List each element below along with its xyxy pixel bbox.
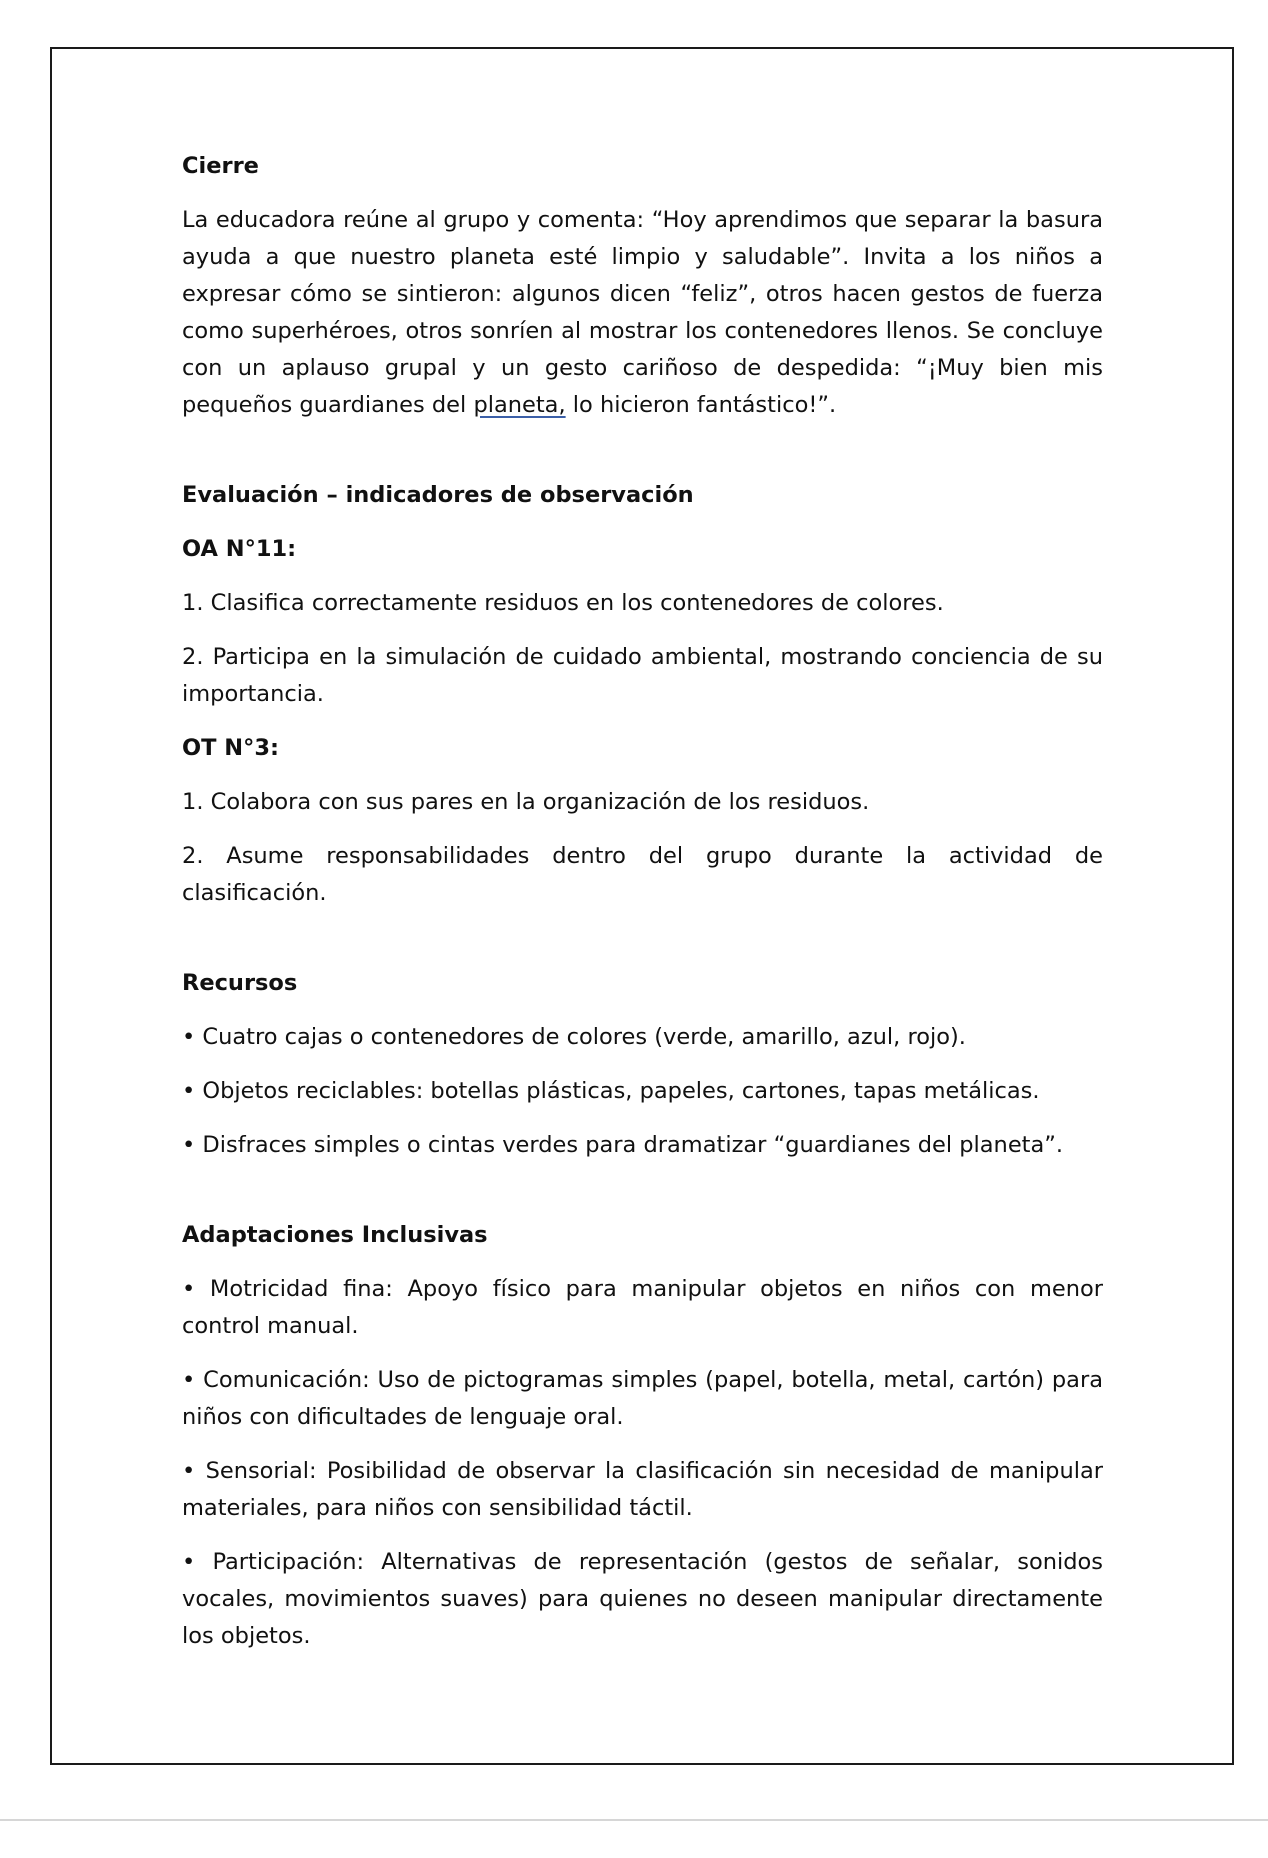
recursos-item-1: • Cuatro cajas o contenedores de colores (verde, amarillo, azul, rojo). xyxy=(182,1024,966,1050)
oa-heading: OA N°11: xyxy=(182,536,297,562)
ot-item-1: 1. Colabora con sus pares en la organización de los residuos. xyxy=(182,789,870,815)
adaptaciones-item-1: • Motricidad fina: Apoyo físico para manipular objetos en niños con menor control manual. xyxy=(182,1276,1103,1339)
recursos-item-2: • Objetos reciclables: botellas plásticas, papeles, cartones, tapas metálicas. xyxy=(182,1078,1040,1104)
oa-item-1: 1. Clasifica correctamente residuos en los contenedores de colores. xyxy=(182,590,944,616)
document-body xyxy=(182,148,1103,1672)
section-heading-recursos: Recursos xyxy=(182,970,298,996)
recursos-item-3: • Disfraces simples o cintas verdes para dramatizar “guardianes del planeta”. xyxy=(182,1132,1064,1158)
cierre-text-start: La educadora reúne al grupo y comenta: “Hoy aprendimos que separar la basura ayuda a que nuestro planeta esté limpio y saludable”. Invita a los niños a expresar cómo se sintieron: algunos dicen “feliz”, otros hacen gestos de fuerza como superhéroes, otros sonríen al mostrar los contenedores llenos. Se concluye con un aplauso grupal y un gesto cariñoso de despedida: “¡Muy bien mis pequeños guardianes del xyxy=(182,207,1103,418)
adaptaciones-item-2: • Comunicación: Uso de pictogramas simples (papel, botella, metal, cartón) para niños con dificultades de lenguaje oral. xyxy=(182,1367,1103,1430)
section-gap xyxy=(182,1181,1103,1217)
cierre-paragraph xyxy=(182,202,1103,424)
section-heading-adaptaciones: Adaptaciones Inclusivas xyxy=(182,1222,488,1248)
adaptaciones-item-4: • Participación: Alternativas de representación (gestos de señalar, sonidos vocales, movimientos suaves) para quienes no deseen manipular directamente los objetos. xyxy=(182,1549,1103,1649)
cierre-text-end: lo hicieron fantástico!”. xyxy=(565,392,837,418)
page-bottom-divider xyxy=(0,1819,1268,1821)
section-gap xyxy=(182,929,1103,965)
ot-item-2: 2. Asume responsabilidades dentro del grupo durante la actividad de clasificación. xyxy=(182,843,1103,906)
oa-item-2: 2. Participa en la simulación de cuidado ambiental, mostrando conciencia de su importancia. xyxy=(182,644,1103,707)
ot-heading: OT N°3: xyxy=(182,735,280,761)
section-gap xyxy=(182,441,1103,477)
adaptaciones-item-3: • Sensorial: Posibilidad de observar la clasificación sin necesidad de manipular materiales, para niños con sensibilidad táctil. xyxy=(182,1458,1103,1521)
cierre-text-underlined: planeta, xyxy=(473,392,566,418)
section-heading-evaluacion: Evaluación – indicadores de observación xyxy=(182,482,694,508)
section-heading-cierre: Cierre xyxy=(182,153,259,179)
